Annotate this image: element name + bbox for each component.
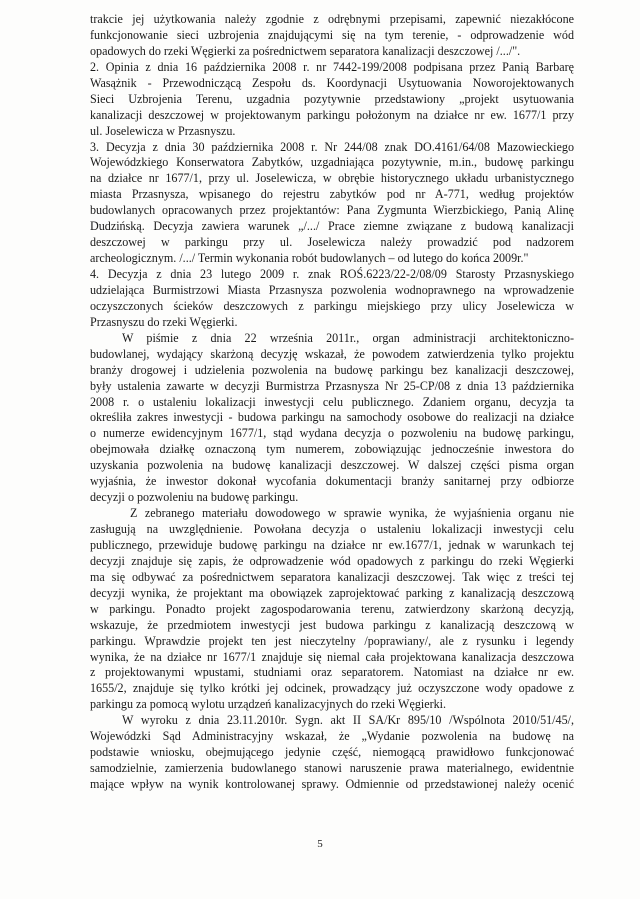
text-line: decyzji wynika, że projektant ma obowiązek zaprojektować parking z kanalizacją deszczową [90, 585, 574, 600]
text-line: funkcjonowanie sieci uzbrojenia znajdującymi się na tym terenie, - odprowadzenie wód [90, 27, 574, 42]
text-line: archeologicznym. /.../ Termin wykonania robót budowlanych – od lutego do końca 2009r." [90, 251, 529, 266]
text-line: ul. Joselewicza w Przasnyszu. [90, 123, 236, 138]
text-line: podstawie wniosku, obejmującego jedynie część, niemogącą prawidłowo funkcjonować [90, 745, 574, 760]
text-line: z projektowanymi wpustami, studniami oraz separatorem. Natomiast na działce nr ew. [90, 665, 574, 680]
text-line: trakcie jej użytkowania należy zgodnie z odrębnymi przepisami, zapewnić niezakłócone [90, 12, 574, 26]
text-line: 3. Decyzja z dnia 30 października 2008 r. Nr 244/08 znak DO.4161/64/08 Mazowieckiego [90, 139, 574, 154]
text-line: deszczowej w parkingu przy ul. Joselewicza należy prowadzić pod nadzorem [90, 235, 574, 250]
text-line: udzielająca Burmistrzowi Miasta Przasnysza pozwolenia wodnoprawnego na wprowadzenie [90, 282, 574, 297]
text-line: o numerze ewidencyjnym 1677/1, stąd wydana decyzja o pozwoleniu na budowę parkingu, [90, 426, 574, 441]
text-line: opadowych do rzeki Węgierki za pośrednictwem separatora kanalizacji deszczowej /.../". [90, 43, 521, 58]
text-line: uzyskania pozwolenia na budowę kanalizacji deszczowej. W dalszej części pisma organ [90, 458, 574, 473]
text-line: parkingu. Wprawdzie projekt ten jest nieczytelny /poprawiany/, ale z rysunku i legendy [90, 633, 574, 648]
text-line: zasługują na uwzględnienie. Powołana decyzja o ustaleniu lokalizacji inwestycji celu [90, 522, 574, 536]
text-line: wynika, że na działce nr 1677/1 znajduje się niemal cała projektowana kanalizacja deszczowa [90, 649, 574, 664]
text-line: na działce nr 1677/1, przy ul. Joselewicza, w obrębie historycznego układu urbanistycznego [90, 171, 574, 186]
text-line: branży drogowej i udzielenia pozwolenia na budowę parkingu bez kanalizacji deszczowej, [90, 362, 574, 377]
text-line: 2. Opinia z dnia 16 października 2008 r. nr 7442-199/2008 podpisana przez Panią Barbarę [90, 59, 574, 74]
text-line: parkingu za pomocą wylotu urządzeń kanalizacyjnych do rzeki Węgierki. [90, 697, 447, 712]
text-line: budowlanych opracowanych przez projektantów: Pana Zygmunta Wierzbickiego, Panią Alinę [90, 203, 574, 218]
text-line: Wojewódzki Sąd Administracyjny wskazał, że „Wydanie pozwolenia na budowę na [90, 729, 574, 744]
text-line: ma się odbywać za pośrednictwem separatora kanalizacji deszczowej. Tak więc z treści tej [90, 569, 574, 584]
text-line: miasta Przasnysza, wpisanego do rejestru zabytków pod nr A-771, według projektów [90, 187, 574, 202]
text-line: publicznego, przewiduje budowę parkingu na działce nr ew.1677/1, jednak w warunkach tej [90, 537, 574, 552]
text-line: określiła zakres inwestycji - budowa parkingu na samochody osobowe do realizacji na działce [90, 410, 574, 425]
text-line: decyzji znajduje się zapis, że odprowadzenie wód opadowych z parkingu do rzeki Węgierki [90, 553, 574, 568]
text-line: Wojewódzkiego Konserwatora Zabytków, uzgadniająca pozytywnie, m.in., budowę parkingu [90, 155, 574, 170]
text-line: Przasnyszu do rzeki Węgierki. [90, 314, 238, 329]
text-line: obejmowała działkę oznaczoną tym numerem, zobowiązując jednocześnie inwestora do [90, 442, 574, 457]
text-line: oczyszczonych ścieków deszczowych z parkingu miejskiego przy ulicy Joselewicza w [90, 298, 574, 313]
text-line: w parkingu. Ponadto projekt zagospodarowania terenu, zatwierdzony skarżoną decyzją, [90, 601, 574, 616]
text-line: W wyroku z dnia 23.11.2010r. Sygn. akt II SA/Kr 895/10 /Wspólnota 2010/51/45/, [122, 713, 574, 728]
text-line: Dudzińską. Decyzja zawiera warunek „/.../ Prace ziemne związane z budową kanalizacji [90, 219, 574, 234]
text-line: 4. Decyzja z dnia 23 lutego 2009 r. znak ROŚ.6223/22-2/08/09 Starosty Przasnyskiego [90, 267, 574, 281]
text-line: Z zebranego materiału dowodowego w sprawie wynika, że wyjaśnienia organu nie [130, 506, 574, 521]
text-line: 2008 r. o ustaleniu lokalizacji inwestycji celu publicznego. Zdaniem organu, decyzja ta [90, 394, 574, 409]
text-line: mające wpływ na wynik kontrolowanej sprawy. Odmiennie od przedstawionej należy ocenić [90, 777, 574, 791]
text-line: samodzielnie, zamierzenia budowlanego stanowi naruszenie prawa materialnego, ewidentnie [90, 761, 574, 776]
text-line: były ustalenia zawarte w decyzji Burmistrza Przasnysza Nr 25-CP/08 z dnia 13 października [90, 378, 574, 393]
text-line: decyzji o pozwoleniu na budowę parkingu. [90, 490, 299, 505]
text-line: budowlanej, wydający skarżoną decyzję wskazał, że powodem zatwierdzenia tylko projektu [90, 346, 574, 361]
text-line: wskazuje, że przedmiotem inwestycji jest budowa parkingu z kanalizacją deszczową w [90, 617, 574, 632]
text-line: kanalizacji deszczowej w projektowanym parkingu położonym na działce nr ew. 1677/1 przy [90, 107, 574, 122]
text-line: W piśmie z dnia 22 września 2011r., organ administracji architektoniczno- [122, 330, 574, 345]
text-line: Wasążnik - Przewodniczącą Zespołu ds. Koordynacji Usytuowania Noworojektowanych [90, 75, 574, 90]
document-body-text [90, 12, 574, 793]
text-line: 1655/2, znajduje się tylko krótki jej odcinek, prowadzący już oczyszczone wody opadowe z [90, 681, 574, 696]
text-line: wyjaśnia, że inwestor dokonał wycofania dokumentacji branży sanitarnej przy odbiorze [90, 474, 574, 489]
page-number: 5 [317, 838, 323, 850]
text-line: Sieci Uzbrojenia Terenu, uzgadnia pozytywnie przedstawiony „projekt usytuowania [90, 91, 574, 106]
